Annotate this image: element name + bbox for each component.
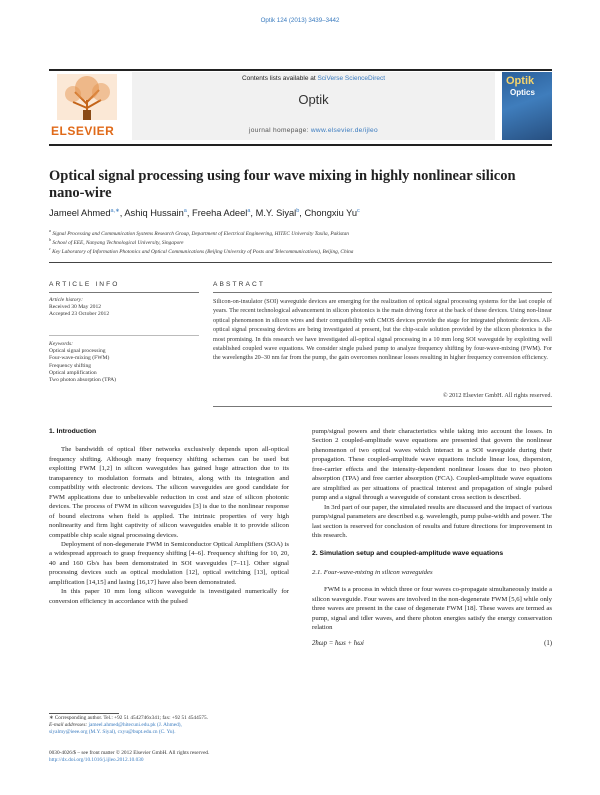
abstract-text: Silicon-on-insulator (SOI) waveguide devices are emerging for the realization of optical signal processing systems for the last couple of years. The recent technological advancement in silicon photonics is the main driving force at the back of these devices. Using non-linear optical phenomenon in silicon wires and their compatibility with CMOS devices provide the stage for integrated photonic devices. All-optical signal processing devices are being investigated at present, but the chip-scale solution provided by the silicon photonics is the most promising. In this research we have investigated all-optical signal processing in a 10 mm long SOI waveguide by exploiting well established coupled wave equations. We consider single pulsed pump to analyze frequency shifting by four-wave-mixing (FWM). For the wavelengths 20–30 nm far from the pump, the gain overcomes nonlinear losses resulting in higher frequency conversion efficiency. bbox=[213, 298, 552, 362]
doi-link[interactable]: http://dx.doi.org/10.1016/j.ijleo.2012.10.030 bbox=[49, 757, 144, 764]
email-link[interactable]: jameel.ahmed@hitecuni.edu.pk (J. Ahmed), bbox=[88, 722, 182, 729]
equation-expression: 2ħωp = ħωs + ħωi bbox=[312, 639, 364, 647]
author-name[interactable]: M.Y. Siyal bbox=[255, 208, 297, 219]
history-label: Article history: bbox=[49, 297, 84, 303]
corresponding-author: ∗ Corresponding author. Tel.: +92 51 4542746x341; fax: +92 51 4544575. bbox=[49, 715, 208, 721]
abstract-heading: ABSTRACT bbox=[213, 281, 265, 288]
paragraph: The bandwidth of optical fiber networks exclusively depends upon all-optical frequency shifting. Although many frequency shifting schemes can be used but exploiting FWM [1,2] in silicon waveguides has gained huge attraction due to its transparency to modulation formats and bitrates, along with its integration and compatibility with electronic devices. The silicon waveguides are good candidate for FWM applications due to unbelievable reduction in cost and size of silicon photonic devices. The process of FWM in silicon waveguides [3] is due to the nonlinear response of bound electrons when field is applied. The intrinsic properties of very high nonlinearity and firm light captivity of silicon waveguides enable it to provide silicon compatible chip scale signal processing devices. bbox=[49, 446, 289, 539]
paragraph: In 3rd part of our paper, the simulated results are discussed and the impact of various pump/signal parameters are described e.g. wavelength, pump pulse-width and power. The last section is reserved for conclusion of results and future directions for improvement in this research. bbox=[312, 503, 552, 539]
abstract-rule bbox=[213, 292, 552, 293]
journal-name: Optik bbox=[298, 92, 329, 107]
email-link[interactable]: siyalmy@ieee.org (M.Y. Siyal), cxyu@bupt.edu.cn (C. Yu). bbox=[49, 729, 176, 736]
cover-subtitle: Optics bbox=[510, 88, 535, 97]
abstract-bottom-rule bbox=[213, 406, 552, 407]
keywords-label: Keywords: bbox=[49, 341, 74, 347]
paragraph: Deployment of non-degenerate FWM in Semiconductor Optical Amplifiers (SOA) is a widespread approach to grasp frequency shifting [4–6]. Frequency shifting for 10, 20, 40 and 160 Gb/s has been demonstrated in SOI waveguides [7–11]. Other signal processing devices such as optical modulation [12], optical switching [13], optical amplification [14,15] and lasing [16,17] have also been demonstrated. bbox=[49, 540, 289, 586]
journal-banner bbox=[132, 72, 495, 140]
journal-reference[interactable]: Optik 124 (2013) 3439–3442 bbox=[260, 17, 340, 24]
author-list: Jameel Ahmed$^{a,∗}$, Ashiq Hussain$^a$, Freeha Adeel$^a$, M.Y. Siyal$^b$, Chongxiu Yu$^c$ bbox=[49, 208, 360, 219]
issn-line: 0030-4026/$ – see front matter © 2012 Elsevier GmbH. All rights reserved. bbox=[49, 750, 210, 756]
contents-line: Contents lists available at SciVerse ScienceDirect bbox=[241, 75, 386, 82]
paragraph: pump/signal powers and their characteristics while taking into account the losses. In Section 2 coupled-amplitude wave equations are presented that govern the nonlinear phenomenon of two optical waves which interact in a SOI waveguide during their propagation. These coupled-amplitude wave equations include linear loss, dispersion, free-carrier effects and the intensity-dependent nonlinear losses due to two photon absorption (TPA) and free carrier absorption (FCA). Coupled-amplitude wave equations are simplified as per situations of practical interest and propagation of single pulsed pump and a signal through a waveguide of constant cross section is described. bbox=[312, 428, 552, 502]
accepted-date: Accepted 23 October 2012 bbox=[49, 311, 110, 318]
sciencedirect-link[interactable]: SciVerse ScienceDirect bbox=[317, 75, 386, 82]
section-heading: 2. Simulation setup and coupled-amplitude wave equations bbox=[312, 550, 504, 558]
body-column-right bbox=[312, 427, 552, 648]
received-date: Received 30 May 2012 bbox=[49, 304, 102, 311]
emails-label: E-mail addresses: bbox=[49, 722, 89, 729]
equation-number: (1) bbox=[544, 639, 552, 647]
keywords-block bbox=[49, 341, 116, 384]
keyword: Four-wave-mixing (FWM) bbox=[49, 355, 110, 362]
article-title: Optical signal processing using four wave mixing in highly nonlinear silicon nano-wire bbox=[49, 168, 516, 201]
affiliation: $^a$ Signal Processing and Communication Systems Research Group, Department of Electrical Engineering, HITEC University Taxila, Pakistan bbox=[49, 228, 349, 237]
article-info-rule bbox=[49, 292, 199, 293]
author-name[interactable]: Jameel Ahmed bbox=[49, 208, 111, 219]
author-name[interactable]: Chongxiu Yu bbox=[304, 208, 358, 219]
keyword: Optical signal processing bbox=[49, 348, 106, 355]
affiliation: $^c$ Key Laboratory of Information Photonics and Optical Communications (Beijing University of Posts and Telecommunications), Beijing, China bbox=[49, 246, 354, 255]
author-name[interactable]: Freeha Adeel bbox=[192, 208, 248, 219]
corresponding-author-footnote bbox=[49, 715, 208, 737]
paragraph: FWM is a process in which three or four waves co-propagate simultaneously inside a silicon waveguide. Four waves are involved in the non-degenerate FWM [5,6] while only three waves are present in the case of degenerate FWM [18]. These waves are termed as pump, signal and idler waves, and there photon energies satisfy the energy conservation relation bbox=[312, 586, 552, 632]
article-info-heading: ARTICLE INFO bbox=[49, 281, 120, 288]
article-history bbox=[49, 297, 109, 319]
cover-title: Optik bbox=[506, 75, 535, 87]
journal-homepage: journal homepage: www.elsevier.de/ijleo bbox=[249, 127, 378, 134]
author-name[interactable]: Ashiq Hussain bbox=[124, 208, 184, 219]
keyword: Two photon absorption (TPA) bbox=[49, 377, 116, 384]
body-column-left bbox=[49, 427, 289, 606]
equation-1 bbox=[312, 639, 552, 648]
author-sup: c bbox=[357, 208, 360, 214]
header-bottom-rule bbox=[49, 144, 552, 146]
section-heading: 1. Introduction bbox=[49, 428, 97, 435]
footnote-rule bbox=[49, 713, 119, 714]
header-top-rule bbox=[49, 69, 552, 71]
subsection-heading: 2.1. Four-wave-mixing in silicon waveguides bbox=[312, 568, 433, 576]
elsevier-wordmark: ELSEVIER bbox=[51, 124, 115, 138]
author-sup: a bbox=[247, 208, 251, 214]
homepage-link[interactable]: www.elsevier.de/ijleo bbox=[310, 127, 378, 134]
keyword: Frequency shifting bbox=[49, 362, 92, 369]
affiliation: $^b$ School of EEE, Nanyang Technological University, Singapore bbox=[49, 237, 184, 246]
article-info-divider bbox=[49, 335, 199, 336]
front-matter-footnote bbox=[49, 750, 209, 764]
author-sup: b bbox=[296, 208, 300, 214]
author-sup: a bbox=[183, 208, 187, 214]
copyright-line: © 2012 Elsevier GmbH. All rights reserved. bbox=[442, 392, 552, 399]
keyword: Optical amplification bbox=[49, 369, 97, 376]
author-sup: a,∗ bbox=[110, 208, 120, 214]
affiliation-rule bbox=[49, 262, 552, 263]
paragraph: In this paper 10 mm long silicon waveguide is investigated numerically for conversion efficiency in accordance with the pulsed bbox=[49, 588, 289, 605]
journal-cover-thumbnail bbox=[502, 72, 552, 140]
